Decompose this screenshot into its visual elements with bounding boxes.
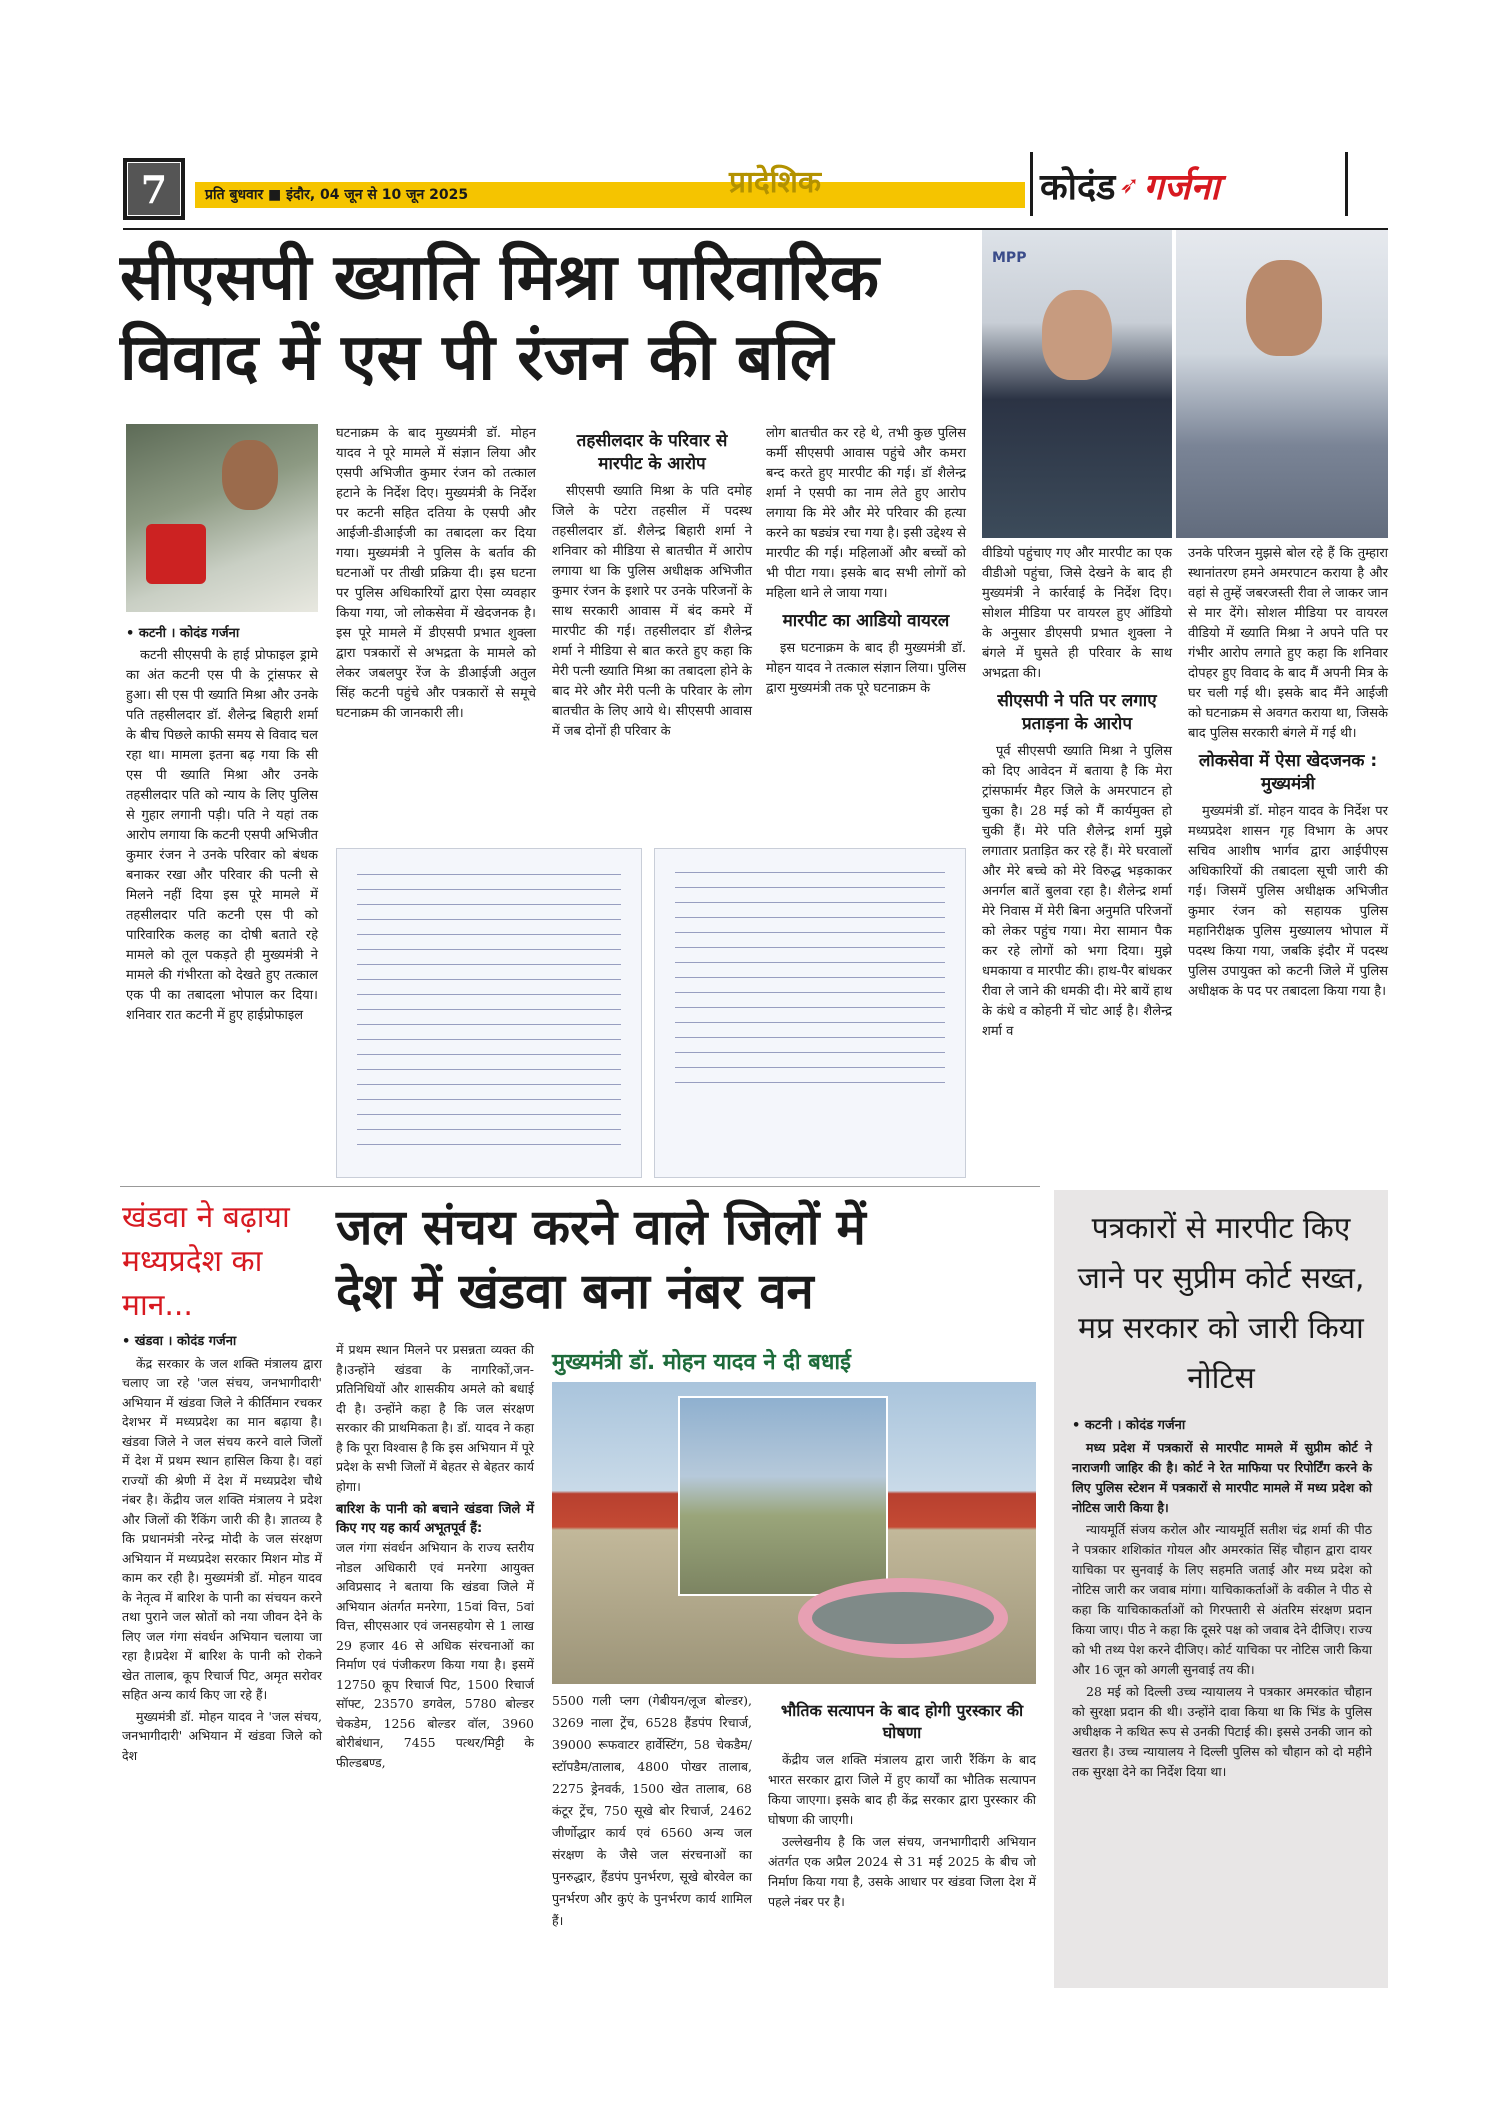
sc-box: [1054, 1190, 1388, 1988]
brand-divider-right: [1345, 152, 1348, 216]
sc-headline: पत्रकारों से मारपीट किए जाने पर सुप्रीम कोर्ट सख्त, मप्र सरकार को जारी किया नोटिस: [1077, 1211, 1365, 1396]
water-col-1: [122, 1332, 322, 1767]
lead-col5-text: वीडियो पहुंचाए गए और मारपीट का एक वीडीओ पहुंचा, जिसे देखने के बाद ही मुख्यमंत्री ने कार्रवाई के निर्देश दिए। सोशल मीडिया पर वायरल हुए ऑडियो के अनुसार डीएसपी प्रभात शुक्ला ने बंगले में घुसते ही परिवार के साथ अभद्रता की।: [982, 546, 1172, 681]
water-dateline: • खंडवा । कोदंड गर्जना: [122, 1334, 237, 1349]
tehsildar-face: [1246, 260, 1322, 356]
photo-wall-tag: MPP: [992, 250, 1027, 266]
water-structure-photo: [552, 1382, 1036, 1684]
section-divider: [120, 1186, 1040, 1187]
water-headline: [336, 1196, 1036, 1324]
brand-divider-left: [1030, 152, 1033, 216]
lead-col2-text: घटनाक्रम के बाद मुख्यमंत्री डॉ. मोहन यादव ने पूरे मामले में संज्ञान लिया और एसपी अभिजीत कुमार रंजन को तत्काल हटाने के निर्देश दिए। मुख्यमंत्री के निर्देश पर कटनी सहित दतिया के एसपी और आईजी-डीआईजी का तबादला कर दिया गया। मुख्यमंत्री ने पुलिस के बर्ताव की घटनाओं पर तीखी प्रक्रिया दी। इस घटना पर पुलिस अधिकारियों द्वारा ऐसा व्यवहार किया गया, जो लोकसेवा में खेदजनक है। इस पूरे मामले में डीएसपी प्रभात शुक्ला द्वारा पत्रकारों से अभद्रता के मामले को लेकर जबलपुर रेंज के डीआईजी अतुल सिंह कटनी पहुंचे और पत्रकारों से समूचे घटनाक्रम की जानकारी ली।: [336, 426, 536, 721]
sc-body-text2: 28 मई को दिल्ली उच्च न्यायालय ने पत्रकार अमरकांत चौहान को सुरक्षा प्रदान की थी। उन्होंने दावा किया था कि भिंड के पुलिस अधीक्षक ने कथित रूप से उनकी पिटाई की। इससे उनकी जान को खतरा है। उच्च न्यायालय ने दिल्ली पुलिस को चौहान को दो महीने तक सुरक्षा देने का निर्देश दिया था।: [1072, 1684, 1372, 1779]
water-headline-line1: जल संचय करने वाले जिलों में: [336, 1199, 866, 1256]
lead-col5-text2: पूर्व सीएसपी ख्याति मिश्रा ने पुलिस को दिए आवेदन में बताया है कि मेरा ट्रांसफार्मर मैहर जिले के अमरपाटन हो चुका है। 28 मई को मैं कार्यमुक्त हो चुकी हैं। मेरे पति शैलेन्द्र शर्मा मुझे लगातार प्रताड़ित कर रहे हैं। मेरे घरवालों और मेरे बच्चे को मेरे विरुद्ध भड़काकर अनर्गल बातें बुलवा रहा है। शैलेन्द्र शर्मा मेरे निवास में मेरी बिना अनुमति परिजनों को लेकर पहुंच गया। मेरा सामान पैक कर रहे लोगों को भगा दिया। मुझे धमकाया व मारपीट की। हाथ-पैर बांधकर रीवा ले जाने की धमकी दी। मेरे बायें हाथ के कंधे व कोहनी में चोट आई है। शैलेन्द्र शर्मा व: [982, 744, 1172, 1039]
water-col-4: [768, 1694, 1036, 1914]
masthead: [0, 0, 1500, 240]
lead-headline-line2: विवाद में एस पी रंजन की बलि: [120, 321, 834, 395]
sc-body: [1072, 1416, 1372, 1784]
water-structure-inset: [678, 1396, 888, 1596]
water-col1-text2: मुख्यमंत्री डॉ. मोहन यादव ने 'जल संचय, जनभागीदारी' अभियान में खंडवा जिले को देश: [122, 1708, 322, 1763]
lead-col3-text: सीएसपी ख्याति मिश्रा के पति दमोह जिले के पटेरा तहसील में पदस्थ तहसीलदार डॉ. शैलेन्द्र बिहारी शर्मा ने शनिवार को मीडिया से बातचीत में आरोप लगाया था कि पुलिस अधीक्षक अभिजीत कुमार रंजन के इशारे पर उनके परिजनों के साथ सरकारी आवास में बंद कमरे में मारपीट की गई। तहसीलदार डॉ शैलेन्द्र शर्मा ने मीडिया से बात करते हुए कहा कि मेरी पत्नी ख्याति मिश्रा का तबादला होने के बाद मेरे और मेरी पत्नी के परिवार के लोग बातचीत के लिए आये थे। सीएसपी आवास में जब दोनों ही परिवार के: [552, 484, 752, 739]
press-photo: [126, 424, 318, 612]
water-col-2: [336, 1340, 534, 1774]
lead-col-3: [552, 424, 752, 744]
lead-col-1: [126, 624, 318, 1028]
csp-allegations-heading: सीएसपी ने पति पर लगाए प्रताड़ना के आरोप: [997, 691, 1157, 734]
lead-col1-text: कटनी सीएसपी के हाई प्रोफाइल ड्रामे का अंत कटनी एस पी के ट्रांसफर से हुआ। सी एस पी ख्याति मिश्रा और उनके पति तहसीलदार डॉ. शैलेन्द्र बिहारी शर्मा के बीच पिछले काफी समय से विवाद चल रहा था। मामला इतना बढ़ गया कि सी एस पी ख्याति मिश्रा और उनके तहसीलदार पति को न्याय के लिए पुलिस से गुहार लगानी पड़ी। पति ने यहां तक आरोप लगाया कि कटनी एसपी अभिजीत कुमार रंजन ने उनके परिवार को बंधक बनाकर रखा और परिवार की पत्नी से मिलने नहीं दिया इस पूरे मामले में तहसीलदार पति कटनी एस पी को पारिवारिक कलह का दोषी बताते रहे मामले को तूल पकड़ते ही मुख्यमंत्री ने मामले की गंभीरता को देखते हुए तत्काल एक पी का तबादला भोपाल कर दिया। शनिवार रात कटनी में हुए हाईप्रोफाइल: [126, 648, 318, 1023]
masthead-dateline: प्रति बुधवार ■ इंदौर, 04 जून से 10 जून 2025: [205, 187, 469, 203]
lead-col4-text2: इस घटनाक्रम के बाद ही मुख्यमंत्री डॉ. मोहन यादव ने तत्काल संज्ञान लिया। पुलिस द्वारा मुख्यमंत्री तक पूरे घटनाक्रम के: [766, 641, 966, 696]
verification-heading: भौतिक सत्यापन के बाद होगी पुरस्कार की घोषणा: [780, 1701, 1024, 1742]
water-col4-text: केंद्रीय जल शक्ति मंत्रालय द्वारा जारी रैंकिंग के बाद भारत सरकार द्वारा जिले में हुए कार्यों का भौतिक सत्यापन किया जाएगा। इसके बाद ही केंद्र सरकार द्वारा पुरस्कार की घोषणा की जाएगी।: [768, 1752, 1036, 1827]
water-side-heading: खंडवा ने बढ़ाया मध्यप्रदेश का मान...: [122, 1200, 290, 1323]
handwritten-letter-2: [654, 848, 966, 1178]
lead-col-6: [1188, 544, 1388, 1004]
lead-col4-text: लोग बातचीत कर रहे थे, तभी कुछ पुलिस कर्मी सीएसपी आवास पहुंचे और कमरा बन्द करते हुए मारपीट की गई। डॉ शैलेन्द्र शर्मा ने एसपी का नाम लेते हुए आरोप लगाया कि मेरे और मेरे परिवार की हत्या करने का षड्यंत्र रचा गया है। इसी उद्देश्य से मारपीट की गई। महिलाओं और बच्चों को भी पीटा गया। इसके बाद सभी लोगों को महिला थाने ले जाया गया।: [766, 426, 966, 601]
water-col1-text: केंद्र सरकार के जल शक्ति मंत्रालय द्वारा चलाए जा रहे 'जल संचय, जनभागीदारी' अभियान में खंडवा जिले ने कीर्तिमान रचकर देशभर में मध्यप्रदेश का मान बढ़ाया है। खंडवा जिले ने जल संचय करने वाले जिलों में देश में प्रथम स्थान हासिल किया है। वहां राज्यों की श्रेणी में देश में मध्यप्रदेश चौथे नंबर है। केंद्रीय जल शक्ति मंत्रालय ने प्रदेश और जिलों की रैंकिंग जारी की है। ज्ञातव्य है कि प्रधानमंत्री नरेन्द्र मोदी के जल संरक्षण अभियान में मध्यप्रदेश सरकार मिशन मोड में काम कर रही है। मुख्यमंत्री डॉ. मोहन यादव के नेतृत्व में बारिश के पानी का संचयन करने तथा पुराने जल स्रोतों को नया जीवन देने के लिए जल गंगा संवर्धन अभियान चलाया जा रहा है।प्रदेश में बारिश के पानी को रोकने खेत तालाब, कूप रिचार्ज पिट, अमृत सरोवर सहित अन्य कार्य किए जा रहे हैं।: [122, 1355, 322, 1702]
lead-dateline: • कटनी । कोदंड गर्जना: [126, 626, 240, 641]
tehsildar-assault-heading: तहसीलदार के परिवार से मारपीट के आरोप: [576, 431, 728, 474]
arrow-icon: ➶: [1119, 171, 1140, 199]
water-col2-text: में प्रथम स्थान मिलने पर प्रसन्नता व्यक्त की है।उन्होंने खंडवा के नागरिकों,जन-प्रतिनिधियों और शासकीय अमले को बधाई दी है। उन्होंने कहा है कि जल संरक्षण सरकार की प्राथमिकता है। डॉ. यादव ने कहा है कि पूरा विश्वास है कि इस अभियान में पूरे प्रदेश के सभी जिलों में बेहतर से बेहतर कार्य होगा।: [336, 1342, 534, 1494]
page-number-box: [123, 158, 185, 220]
water-col3-text: 5500 गली प्लग (गेबीयन/लूज बोल्डर), 3269 नाला ट्रेंच, 6528 हैंडपंप रिचार्ज, 39000 रूफवाटर हार्वेस्टिंग, 58 चेकडैम/स्टॉपडैम/तालाब, 4800 पोखर तालाब, 2275 ड्रेनवर्क, 1500 खेत तालाब, 68 कंटूर ट्रेंच, 750 सूखे बोर रिचार्ज, 2462 जीर्णोद्धार कार्य एवं 6560 अन्य जल संरक्षण के जैसे जल संरचनाओं का पुनरुद्धार, हैंडपंप पुनर्भरण, सूखे बोरवेल का पुनर्भरण और कुएं के पुनर्भरण कार्य शामिल हैं।: [552, 1693, 752, 1928]
brand-left: कोदंड: [1040, 166, 1116, 208]
speaker-face: [222, 440, 278, 510]
lead-col-5: [982, 544, 1172, 1044]
lead-col6-text: उनके परिजन मुझसे बोल रहे हैं कि तुम्हारा स्थानांतरण हमने अमरपाटन कराया है और वहां से तुम्हें जबरजस्ती रीवा ले जाकर जान से मार देंगे। सोशल मीडिया पर वायरल वीडियो में ख्याति मिश्रा ने अपने पति पर गंभीर आरोप लगाते हुए कहा कि शनिवार दोपहर हुए विवाद के बाद मैं अपनी मित्र के घर चली गई थी। इसके बाद मैंने आईजी को घटनाक्रम से अवगत कराया था, जिसके बाद पुलिस सरकारी बंगले में गई थी।: [1188, 546, 1388, 741]
lead-col-2: [336, 424, 536, 726]
water-headline-line2: देश में खंडवा बना नंबर वन: [336, 1263, 814, 1320]
water-col-3: [552, 1690, 752, 1934]
handwritten-letter-1: [336, 848, 642, 1178]
water-col4-text2: उल्लेखनीय है कि जल संचय, जनभागीदारी अभियान अंतर्गत एक अप्रैल 2024 से 31 मई 2025 के बीच जो निर्माण किया गया है, उसके आधार पर खंडवा जिला देश में पहले नंबर पर है।: [768, 1834, 1036, 1909]
brand-logo: [1040, 160, 1340, 210]
sc-body-text: न्यायमूर्ति संजय करोल और न्यायमूर्ति सतीश चंद्र शर्मा की पीठ ने पत्रकार शशिकांत गोयल और अमरकांत सिंह चौहान द्वारा दायर याचिका पर सुनवाई के लिए सहमति जताई और मध्य प्रदेश को नोटिस जारी कर जवाब मांगा। याचिकाकर्ताओं के वकील ने पीठ से कहा कि याचिकाकर्ताओं को गिरफ्तारी से अंतरिम संरक्षण प्रदान किया जाए। पीठ ने कहा कि दूसरे पक्ष को जवाब देने दीजिए। राज्य को भी तथ्य पेश करने दीजिए। कोर्ट याचिका पर नोटिस जारी किया और 16 जून को अगली सुनवाई तय की।: [1072, 1522, 1372, 1677]
brand-right: गर्जना: [1143, 166, 1220, 208]
recharge-pit-ring: [798, 1578, 1008, 1658]
audio-viral-heading: मारपीट का आडियो वायरल: [782, 611, 950, 631]
tehsildar-photo: [1176, 230, 1388, 538]
csp-photo: [982, 230, 1172, 538]
water-col2-text2: जल गंगा संवर्धन अभियान के राज्य स्तरीय नोडल अधिकारी एवं मनरेगा आयुक्त अविप्रसाद ने बताया कि खंडवा जिले में अभियान अंतर्गत मनरेगा, 15वां वित्त, 5वां वित्त, सीएसआर एवं जनसहयोग से 1 लाख 29 हजार 46 से अधिक संरचनाओं का निर्माण एवं पंजीकरण किया गया है। इसमें 12750 कूप रिचार्ज पिट, 1500 रिचार्ज सॉफ्ट, 23570 डगवेल, 5780 बोल्डर चेकडेम, 1256 बोल्डर वॉल, 3960 बोरीबंधान, 7455 पत्थर/मिट्टी के फील्डबण्ड,: [336, 1540, 534, 1770]
lead-col-4: [766, 424, 966, 701]
sc-dateline: • कटनी । कोदंड गर्जना: [1072, 1418, 1186, 1433]
lead-col6-text2: मुख्यमंत्री डॉ. मोहन यादव के निर्देश पर मध्यप्रदेश शासन गृह विभाग के अपर सचिव आशीष भार्गव द्वारा आईपीएस अधिकारियों की तबादला सूची जारी की गई। जिसमें पुलिस अधीक्षक अभिजीत कुमार रंजन को सहायक पुलिस महानिरीक्षक पुलिस मुख्यालय भोपाल में पदस्थ किया गया, जबकि इंदौर में पदस्थ पुलिस उपायुक्त को कटनी जिले में पुलिस अधीक्षक के पद पर तबादला किया गया है।: [1188, 804, 1388, 999]
cm-congratulations-banner: मुख्यमंत्री डॉ. मोहन यादव ने दी बधाई: [552, 1350, 851, 1375]
section-label: प्रादेशिक: [729, 165, 821, 200]
page-number: 7: [128, 163, 180, 215]
cm-statement-heading: लोकसेवा में ऐसा खेदजनक : मुख्यमंत्री: [1198, 751, 1378, 794]
microphone-icon: [146, 524, 206, 584]
water-works-heading: बारिश के पानी को बचाने खंडवा जिले में किए गए यह कार्य अभूतपूर्व हैं:: [336, 1502, 534, 1536]
sc-lead-text: मध्य प्रदेश में पत्रकारों से मारपीट मामले में सुप्रीम कोर्ट ने नाराजगी जाहिर की है। कोर्ट ने रेत माफिया पर रिपोर्टिंग करने के लिए पुलिस स्टेशन में पत्रकारों से मारपीट मामले में मध्य प्रदेश को नोटिस जारी किया है।: [1072, 1440, 1372, 1515]
lead-headline: [120, 238, 980, 398]
lead-headline-line1: सीएसपी ख्याति मिश्रा पारिवारिक: [120, 241, 879, 315]
csp-face: [1042, 290, 1112, 380]
